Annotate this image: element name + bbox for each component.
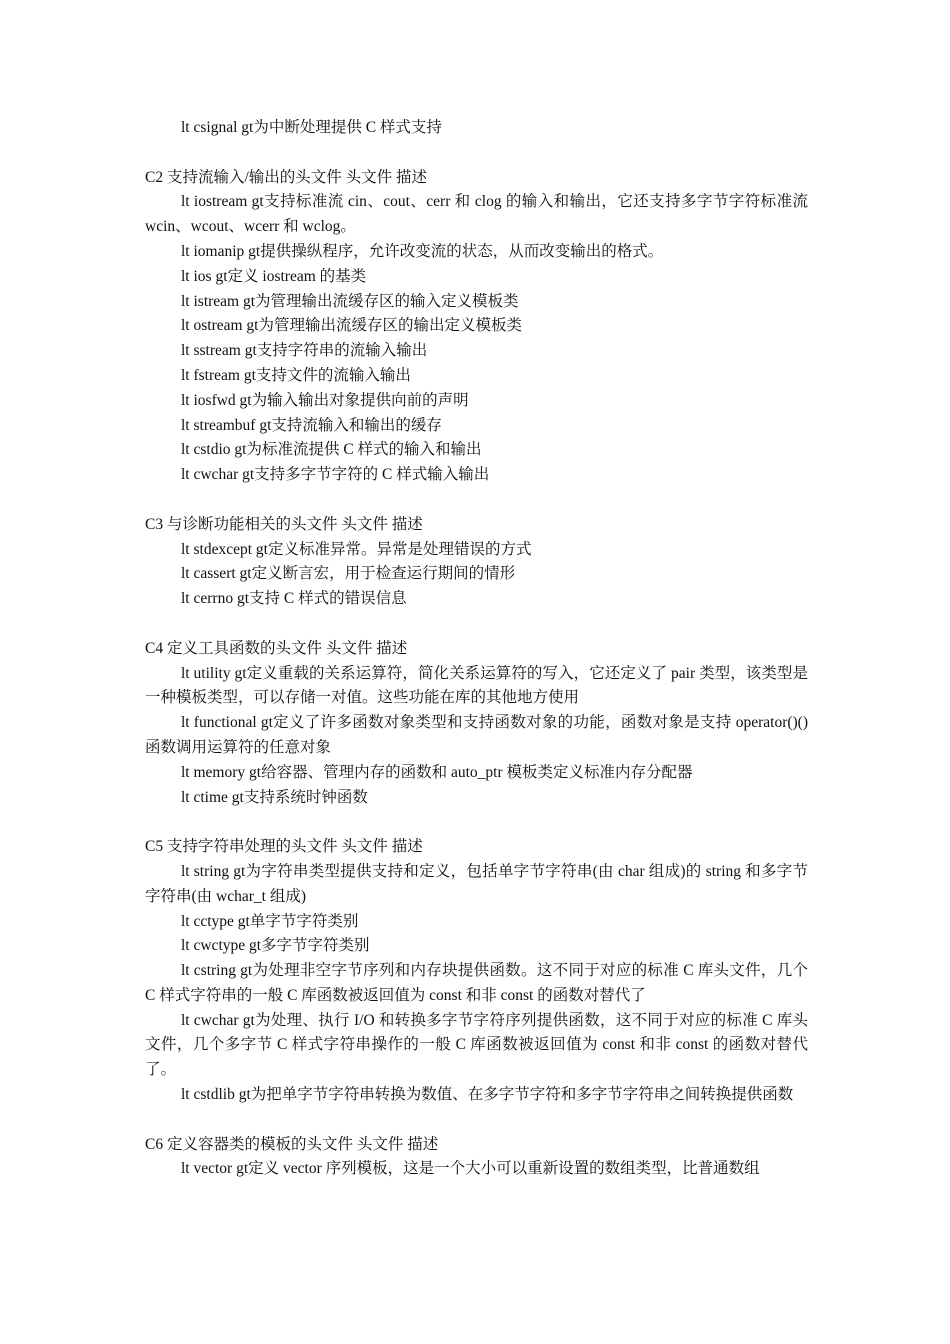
item-cstdlib: lt cstdlib gt为把单字节字符串转换为数值、在多字节字符和多字节字符串之间转换提供函数 bbox=[181, 1086, 794, 1104]
item-cwchar-io: lt cwchar gt支持多字节字符的 C 样式输入输出 bbox=[181, 466, 490, 484]
item-sstream: lt sstream gt支持字符串的流输入输出 bbox=[181, 342, 428, 360]
section-heading-c2: C2 支持流输入/输出的头文件 头文件 描述 bbox=[145, 168, 428, 186]
item-cstdio: lt cstdio gt为标准流提供 C 样式的输入和输出 bbox=[181, 441, 482, 459]
item-memory: lt memory gt给容器、管理内存的函数和 auto_ptr 模板类定义标准内存分配器 bbox=[181, 763, 693, 781]
item-ios: lt ios gt定义 iostream 的基类 bbox=[181, 267, 367, 285]
item-iostream: lt iostream gt支持标准流 cin、cout、cerr 和 clog 的输入和输出，它还支持多字节字符标准流 wcin、wcout、wcerr 和 wclog。 bbox=[145, 193, 808, 236]
item-fstream: lt fstream gt支持文件的流输入输出 bbox=[181, 366, 411, 384]
item-cerrno: lt cerrno gt支持 C 样式的错误信息 bbox=[181, 590, 407, 608]
section-heading-c4: C4 定义工具函数的头文件 头文件 描述 bbox=[145, 639, 408, 657]
item-vector: lt vector gt定义 vector 序列模板，这是一个大小可以重新设置的数组类型，比普通数组 bbox=[181, 1160, 760, 1178]
item-csignal: lt csignal gt为中断处理提供 C 样式支持 bbox=[181, 119, 442, 136]
item-cctype: lt cctype gt单字节字符类别 bbox=[181, 912, 359, 930]
section-gap bbox=[145, 488, 808, 513]
item-cwctype: lt cwctype gt多字节字符类别 bbox=[181, 937, 370, 955]
item-string: lt string gt为字符串类型提供支持和定义，包括单字节字符串(由 char 组成)的 string 和多字节字符串(由 wchar_t 组成) bbox=[145, 862, 808, 905]
section-gap bbox=[145, 141, 808, 166]
section-heading-c5: C5 支持字符串处理的头文件 头文件 描述 bbox=[145, 838, 423, 856]
item-cstring: lt cstring gt为处理非空字节序列和内存块提供函数。这不同于对应的标准 C 库头文件，几个 C 样式字符串的一般 C 库函数被返回值为 const 和非 const 的函数对替代了 bbox=[145, 962, 808, 1004]
section-heading-c6: C6 定义容器类的模板的头文件 头文件 描述 bbox=[145, 1135, 439, 1153]
section-gap bbox=[145, 612, 808, 637]
item-stdexcept: lt stdexcept gt定义标准异常。异常是处理错误的方式 bbox=[181, 540, 532, 558]
item-functional: lt functional gt定义了许多函数对象类型和支持函数对象的功能，函数对象是支持 operator()()函数调用运算符的任意对象 bbox=[145, 714, 808, 756]
item-ostream: lt ostream gt为管理输出流缓存区的输出定义模板类 bbox=[181, 317, 522, 335]
item-ctime: lt ctime gt支持系统时钟函数 bbox=[181, 788, 368, 806]
item-streambuf: lt streambuf gt支持流输入和输出的缓存 bbox=[181, 416, 442, 434]
item-istream: lt istream gt为管理输出流缓存区的输入定义模板类 bbox=[181, 292, 519, 310]
section-heading-c3: C3 与诊断功能相关的头文件 头文件 描述 bbox=[145, 515, 423, 533]
item-cwchar: lt cwchar gt为处理、执行 I/O 和转换多字节字符序列提供函数，这不同于对应的标准 C 库头文件，几个多字节 C 样式字符串操作的一般 C 库函数被返回值为 const 和非 const 的函数对替代了。 bbox=[145, 1011, 808, 1079]
section-gap bbox=[145, 810, 808, 835]
item-cassert: lt cassert gt定义断言宏，用于检查运行期间的情形 bbox=[181, 565, 516, 583]
document-body bbox=[145, 116, 808, 1182]
item-iosfwd: lt iosfwd gt为输入输出对象提供向前的声明 bbox=[181, 391, 469, 409]
item-utility: lt utility gt定义重载的关系运算符，简化关系运算符的写入，它还定义了 pair 类型，该类型是一种模板类型，可以存储一对值。这些功能在库的其他地方使用 bbox=[145, 664, 808, 707]
section-gap bbox=[145, 1108, 808, 1133]
item-iomanip: lt iomanip gt提供操纵程序，允许改变流的状态，从而改变输出的格式。 bbox=[181, 242, 664, 260]
